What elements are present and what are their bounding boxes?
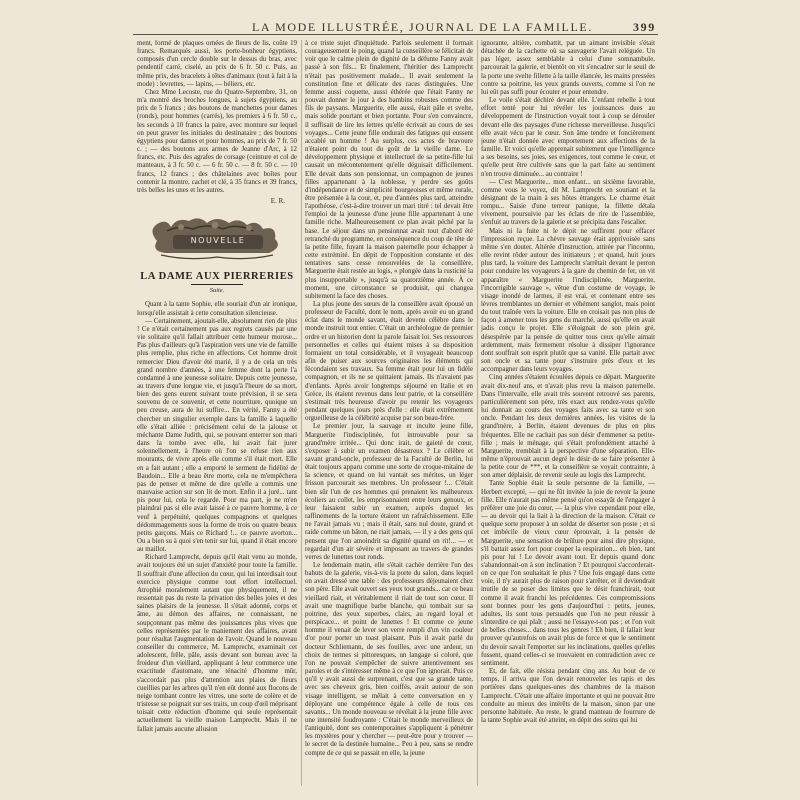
paragraph: Le voile s'était déchiré devant elle. L'enfant rebelle à tout effort tenté pour lui révéler les jouissances dues au développement de l'instruction voyait tout à coup se dérouler devant elle des paysages d'une richesse merveilleuse. Jusqu'ici elle avait vécu par le cœur. Son âme tendre et foncièrement jeune n'était donnée avec emportement aux affections de la famille. Et voici qu'elle apprenait subitement que l'intelligence a ses besoins, ses joies, ses exigences, tout comme le cœur, et qu'elle peut être cultivée sans que la part faite au sentiment n'en trouve diminuée... au contraire ! xyxy=(481,97,655,178)
author-signature: E. R. xyxy=(270,196,285,205)
journal-title: LA MODE ILLUSTRÉE, JOURNAL DE LA FAMILLE. xyxy=(252,20,593,34)
story-subtitle: Suite. xyxy=(209,287,225,295)
paragraph: Et, de fait, elle résista pendant cinq ans. Au bout de ce temps, il arriva que l'on devait renouveler les tapis et des portières dans quelques-unes des chambres de la maison Lamprecht. C'était une affaire importante et qui ne pouvait être conduite au mieux des intérêts de la maison, sinon par une personne habituée. Au reste, le grand manteau de fourrure de la tante Sophie avait été atteint, en dépit des soins qui lui xyxy=(481,668,655,724)
paragraph: Chez Mme Lecoste, rue du Quatre-Septembre, 31, on m'a montré des broches longues, à sujets égyptiens, au prix de 5 francs ; des boutons de manchettes pour dames (ronds), pour hommes (carrés), les premiers à 6 fr. 50 c., les seconds à 10 francs la paire, avec monture sur lequel on peut graver les initiales du destinataire ; des boutons égyptiens pour dames et pour hommes, au prix de 7 fr. 50 c. ; — des boutons aux armes de Jeanne d'Arc, à 12 francs, etc. Puis des agrafes de corsage (ceinture et col de manteaux, à 3 fr. 50 c. — 6 fr. 50 c. — 8 fr. 50 c. — 10 francs, 12 francs ; des châtelaines avec boîtes pour contenir la montre, cachet et clé, à 35 francs et 39 francs, très belles les unes et les autres. xyxy=(137,88,297,194)
header-rule xyxy=(133,34,658,35)
paragraph: Tante Sophie était la seule personne de la famille, — Herbert excepté, — qui ne fût invitée la joie de revoir la jeune fille. Elle n'aurait pas même pensé qu'on essayât de l'engager à préférer une joie du cœur, — la plus vive cependant pour elle, — au devoir qui la liait à la direction de la maison. C'était ce quelque sorte proposer à un soldat de déserter son poste ; et si cet imbécile de vieux cœur éprouvait, à la pensée de Marguerite, une sensation de brûlure pour ainsi dire physique, s'il battait assez fort pour couper la respiration... eh bien, tant pis pour lui ! Le devoir avant tout. Et depuis quand donc s'abandonnait-on à son inclination ? Et pourquoi s'accorderait-on ce que l'on souhaitait le plus ? Une fois engagé dans cette voie, il n'y aurait plus de raison pour s'arrêter, et il deviendrait inutile de se poser des limites que le désir franchirait, tout comme il avait franchi les précédentes. Ces compromissions sont bonnes pour les gens d'aujourd'hui : petits, jeunes, adultes, ils sont tous persuadés que l'on ne peut réussir à s'interdire ce qui plaît ; aussi ne l'essaye-t-on pas ; et l'on voit de belles choses... dans tous les genres ! Eh bien, il fallait leur prouver qu'autrefois on avait plus de force et que le sentiment du devoir savait l'emporter sur les inclinations, quelles qu'elles fussent, quand celles-ci se trouvaient en contradiction avec ce sentiment. xyxy=(481,480,655,667)
column-divider xyxy=(301,40,302,786)
paragraph: Mais ni la fuite ni le dépit ne suffirent pour effacer l'impression reçue. La chèvre sauvage était apprivoisée sans même s'en douter. Altérée d'instruction, attirée par l'inconnu, elle revint rôder autour des initiateurs ; et quand, huit jours plus tard, la voiture des Lamprecht s'arrêtait devant le perron pour conduire les voyageurs à la gare du chemin de fer, on vit apparaître « Marguerite l'indisciplinée, Marguerite, l'incorrigible sauvage », vêtue d'un costume de voyage, le visage inondé de larmes, il est vrai, et contenant entre ses lèvres tremblantes un dernier et véhément sanglot, mais point du tout traînée vers la voiture. Elle en croisait pas non plus de façon à amener tous les gens du marché, aussi qu'elle en avait jadis conçu le projet. Elle s'éloignait de son plein gré, désespérée par la pensée de quitter tous ceux qu'elle aimait ardemment, mais fermement résolue à dissiper l'ignorance dont souffrait son esprit plutôt que sa vanité. Elle partait avec son oncle et sa tante pour s'instruire près d'eux et les accompagner dans leurs voyages. xyxy=(481,227,655,374)
column-1 xyxy=(137,40,297,786)
column-divider xyxy=(477,40,478,786)
paragraph: Quant à la tante Sophie, elle souriait d'un air ironique, lorsqu'elle assistait à cette consultation silencieuse. xyxy=(137,301,297,317)
paragraph: Cinq années s'étaient écoulées depuis ce départ. Marguerite avait dix-neuf ans, et n'avait plus revu la maison paternelle. Dans l'intervalle, elle avait très souvent retrouvé ses parents, particulièrement son père, très exact aux rendez-vous qu'elle lui donnait au cours des voyages faits avec sa tante et son oncle. Pendant les deux dernières années, les visites de la grand'mère, à Berlin, étaient devenues de plus en plus fréquentes. Elle ne cachait pas son désir d'emmener sa petite-fille ; mais le ménage, qui s'était profondément attaché à Marguerite, tremblait à la perspective d'une séparation. Elle-même n'éprouvait aucun degré le désir de se faire présenter à la petite cour de ***, et la conseillère se voyait contrainte, à son amer déplaisir, de revenir seule au logis des Lamprecht. xyxy=(481,374,655,480)
paragraph: Richard Lamprecht, depuis qu'il était venu au monde, avait toujours été un sujet d'anxiété pour toute la famille. Il souffrait d'une affection du cœur, qui lui interdisait tout exercice physique comme tout effort intellectuel. Atrophié moralement autant que physiquement, il ne ressentait pas du reste la privation des belles joies et des saines plaisirs de la jeunesse. Il s'était adonné, corps et âme, au démon des affaires, ne connaissant, ne soupçonnant pas même des jouissances plus vives que celles représentées par le maniement des affaires, avant pour résultat l'augmentation de l'avoir. Quand le nouveau conseiller du commerce, M. Lamprecht, examinait cet adolescent, frêle, pâle, assis devant son bureau avec la froideur d'un vieillard, appliquant à leur commerce une exactitude d'automate, une ténacité d'homme mûr, s'accordait pas plus d'attention aux plaies de fleurs cueillies par les arbres qu'il n'en eût donné aux flocons de neige tombant contre les vitres, une sorte de colère et de tristesse se poignait sur ses traits, un coup d'œil méprisant toisait cette réduction d'homme qui seule représentait actuellement la vieille maison Lamprecht. Mais il ne fallait jamais aucune allusion xyxy=(137,554,297,733)
column-2 xyxy=(305,40,473,786)
paragraph: La plus jeune des sœurs de la conseillère avait épousé un professeur de Faculté, dont le nom, après avoir eu un grand éclat dans le monde savant, était devenu célèbre dans le monde instruit tout entier. C'était un archéologue de premier ordre et un historien dont la parole faisait loi. Ses ressources personnelles et celles qui étaient mises à sa disposition formaient un total considérable, et il voyageait beaucoup afin de puiser aux sources originaires les éléments qui fécondaient ses travaux. Sa femme était pour lui un fidèle compagnon, et ils ne se quittaient jamais. Ils n'avaient pas d'enfants. Après avoir longtemps séjourné en Italie et en Grèce, ils étaient revenus dans leur patrie, et la conseillère s'estimait très heureuse d'avoir pu retenir les voyageurs pendant quelques jours près d'elle : elle était extrêmement orgueilleuse de la célébrité acquise par son beau-frère. xyxy=(305,301,473,423)
paragraph: ignorante, altière, combattit, par un aimant invisible s'était détachée de la cachette où sa sauvagerie l'avait reléguée. Un pas léger, assez semblable à celui d'une somnambule, parcourait la galerie, et bientôt on vit s'encadrer sur le seuil de la porte une svelte fillette à la taille élancée, les mains pressées contre sa poitrine, les yeux grands ouverts, comme si l'on ne lui eût pas suffi pour écouter et pour entendre. xyxy=(481,40,655,96)
paragraph: — Certainement, ajoutait-elle, absolument rien de plus ! Ce n'était certainement pas aux regrets causés par une vie solitaire qu'il fallait attribuer cette humeur morose... Pas plus d'ailleurs qu'à l'aspiration vers une vie de famille plus remplie, plus riche en affections. Cet homme droit remercier Dieu d'avoir été marié, il y a de cela un très grand nombre d'années, à une femme dont la perte l'a condamné à une jeunesse solitaire. Depuis cette jeunesse, au travers d'une longue vie, et jusqu'à l'heure de sa mort, bien des gens eurent suivant toute prévision, il se sera souvenu de ce souvenir, et cette nourriture, quoique un peu creuse, aura de lui suffire... En vérité, Fanny a été chercher un singulier exemple dans la famille à laquelle elle s'était alliée : précisément celui de la jalouse et méchante Dame Judith, qui, se pouvant enterrer son mari dans la tombe avec elle, lui avait fait jurer solennellement, à l'heure où l'on se refuse rien aux mourants, de vivre après elle comme s'il était mort. Elle en a fait autant ; elle a emporté le serment de fidélité de Baudoin... Elle a beau être morte, cela ne m'empêchera pas de penser et même de dire qu'elle a commis une mauvaise action sur son lit de mort. Enfin il a juré... tant pis pour lui, cela le regarde. Pour ma part, je ne m'en plaindrai pas si elle avait laissé à ce pauvre homme, à ce veuf à perpétuité, quelques compagnons et quelques dédommagements sous la forme de trois ou quatre beaux petits garçons. Mais ce Richard !... ce pauvre avorton... Ou a bien su à quoi s'en tenir sur lui, quand il était encore au maillot. xyxy=(137,317,297,554)
vignette-label: NOUVELLE xyxy=(190,236,246,246)
story-title: LA DAME AUX PIERRERIES xyxy=(140,271,294,283)
paragraph: ment, formé de plaques ornées de fleurs de lis, coûte 19 francs. Remarqués aussi, les porte-bonheur égyptiens, composés d'un cercle double sur le dessus du bras, avec pendentif carré, ciselé, au prix de 6 fr. 50 c. Puis, au même prix, des bracelets à têtes d'animaux (tout à fait à la mode) : levrettes, — lapins, — béliers, etc. xyxy=(137,40,297,88)
paragraph: — C'est Marguerite... mon enfant... un sixième favorable, comme vous le voyez, dit M. Lamprecht en souriant et la désignant de la main à ses hôtes étrangers. Le charme était rompu... Saisie d'une terreur panique, la fillette détala vivement, poursuivie par les éclats de rire de l'assemblée, s'enfuit au travers de la galerie et se précipita dans l'escalier. xyxy=(481,178,655,227)
page-number: 399 xyxy=(633,20,656,34)
column-3 xyxy=(481,40,655,786)
nouvelle-vignette xyxy=(137,211,297,267)
paragraph: à ce triste sujet d'inquiétude. Parfois seulement il formait courageusement le poing, quand la conseillère se félicitait de voir que le calme plein de dignité de la défunte Fanny avait passé à son fils... Et finalement, l'héritier des Lamprecht n'était pas positivement malade... Il avait seulement la constitution fine et délicate des races distinguées. Une femme aussi coquette, aussi éthérée que l'était Fanny ne pouvait donner le jour à des bambins robustes comme des fils de paysans. Marguerite, elle aussi, était pâle et svelte, mais solide pourtant et bien portante. Pour s'en convaincre, il suffisait de lire les lettres qu'elle écrivait au cours de ses voyages... Cette jeune fille endurait des fatigues qui eussent accablé un homme ! Au surplus, ces actes de bravoure n'étaient point du tout du goût de la vieille dame. Le développement physique et intellectuel de sa petite-fille lui causait un mécontentement qu'elle déguisait difficilement. Elle devait dans son pensionnat, un compagnon de jeunes filles appartenant à la noblesse, y perdre ses goûts d'indépendance et de simplicité bourgeoises et même rurale, être présentée à la cour, et, peu d'années plus tard, atteindre l'apothéose, c'est-à-dire trouver un mari titré : tel devait être l'emploi de la jeunesse d'une jeune fille appartenant à une famille riche. Malheureusement ce plan avait péché par la base. Le séjour dans un pensionnat avait tout d'abord été retranché du programme, en conséquence du coup de tête de la petite fille, fuyant la maison paternelle pour échapper à cette extrémité. En dépit de l'opposition constante et des tentatives sans cesse renouvelées de la conseillère, Marguerite était restée au logis, « plongée dans la rusticité la plus insupportable », jusqu'à sa quatorzième année. À ce moment, une circonstance se produisit, qui changea subitement la face des choses. xyxy=(305,40,473,300)
paragraph: Le premier jour, la sauvage et inculte jeune fille, Marguerite l'indisciplinée, fut introuvable pour sa grand'mère irritée... Qui donc irait, de gaieté de cœur, s'exposer à subir un examen désastreux ? Le célèbre et savant grand-oncle, professeur de la Faculté de Berlin, lui était toujours apparu comme une sorte de croque-mitaine de la science, et quand on lui vantait ses mérites, un léger frisson parcourait ses membres. Un professeur !... C'était bien sûr l'un de ces hommes qui prenaient les malheureux écoliers au collet, les emprisonnaient entre leurs genoux, et leur faisaient subir un examen, auprès duquel les raffinements de la torture étaient un rafraîchissement. Elle ne l'avait jamais vu ; mais il était, sans nul doute, grand et raide comme un bâton, ne riait jamais, — il y a des gens qui pensent que l'on amoindrit sa dignité quand on rit!... — et regardait d'un air sévère et imposant au travers de grandes verres de lunettes tout ronds. xyxy=(305,423,473,561)
paragraph: Le lendemain matin, elle s'était cachée derrière l'un des bahuts de la galerie, vis-à-vis la porte du salon, dans lequel on avait dressé une table : des professeurs déjeunaient chez son père. Elle avait ouvert ses yeux tout grands... car ce beau vieillard riait, et véritablement il riait de tout son cœur. Il avait une magnifique barbe blanche, qui tombait sur sa poitrine, des yeux superbes, clairs, au regard loyal et perspicace... et point de lunettes ! Et comme ce jeune homme il venait de lever son verre rempli d'un vin couleur d'or pour porter un toast plaisant. Puis il avait parlé du docteur Schliemann, de ses fouilles, avec une ardeur, un choix de termes si pittoresques, un langage si coloré, que l'on ne pouvait s'empêcher de suivre attentivement ses paroles et de s'intéresser même à ce que l'on ignorait. Puis ce qu'il y avait aussi de surprenant, c'est que sa grande tante, avec ses cheveux gris, bien coiffés, avait autour de son visage intelligent, se mêlait à cette conversation en y déployant une compétence égale à celle de tous ces savants... Un monde nouveau se révélait à la jeune fille avec une intensité foudroyante : C'était le monde merveilleux de l'antiquité, dont ses contemporaines s'appliquent à pénétrer les mystères pour y chercher — peut-être pour y trouver — le secret de la destinée humaine... Peu à peu, sans se rendre compte de ce qui se passait en elle, la jeune xyxy=(305,562,473,757)
title-rule xyxy=(191,284,243,285)
